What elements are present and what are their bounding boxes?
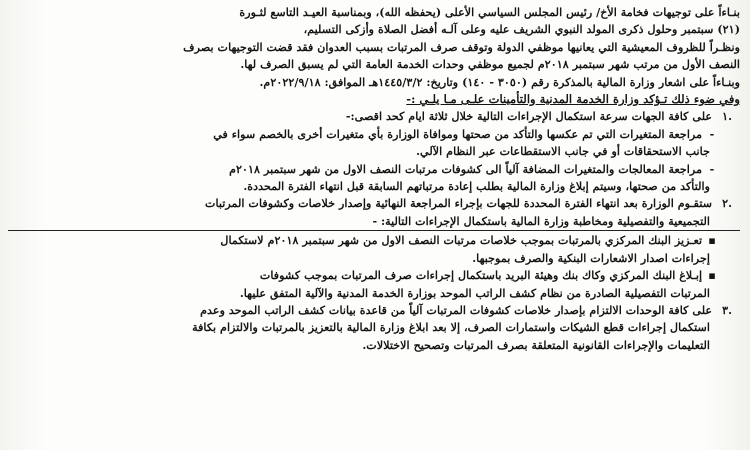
item-3-line-3: التعليمات والإجراءات القانونية المتعلقة بصرف المرتبات وتصحيح الاختلالات. (362, 337, 710, 352)
item-2-bullet-2-line-1 (8, 267, 740, 284)
item-2-line-1 (8, 195, 740, 212)
section-heading: وفي ضوء ذلك تـؤكد وزارة الخدمة المدنية والتأمينات علـى مـا يلـي :- (406, 92, 740, 107)
item-2-bullet-1-line-1 (8, 232, 740, 249)
item-3-line-2: استكمال إجراءات قطع الشيكات واستمارات الصرف، إلا بعد ابلاغ وزارة المالية بالتعزيز بالمرتبات والالتزام بكافة (192, 320, 710, 335)
item-1-bullet-1-text: مراجعة المتغيرات التي تم عكسها والتأكد من صحتها وموافاة الوزارة بأي متغيرات أخرى بالخصم سواء في (213, 126, 703, 141)
item-2-bullet-1-text: تعـزيز البنك المركزي بالمرتبات بموجب خلاصات مرتبات النصف الاول من شهر سبتمبر ٢٠١٨م لاستكمال (220, 233, 703, 248)
item-3-line-1 (8, 302, 740, 319)
item-1-bullet-2-line-2: والتأكد من صحتها، وسيتم إبلاغ وزارة المالية بطلب إعادة مرتباتهم السابقة قبل انتهاء الفترة المحددة. (243, 179, 710, 194)
intro-line-3: ونظـراً للظروف المعيشية التي يعانيها موظفي الدولة وتوقف صرف المرتبات بسبب العدوان فقد قضت التوجيهات بصرف (183, 39, 740, 54)
item-1-bullet-1-line-1 (8, 126, 740, 143)
intro-line-1: بنـاءاً على توجيهات فخامة الأخ/ رئيس المجلس السياسي الأعلى (يحفظه الله)، وبمناسبة العيـد التاسع لثـورة (239, 5, 740, 19)
item-1-bullet-1-line-2: جانب الاستحقاقات أو في جانب الاستقطاعات عبر النظام الآلي. (416, 144, 710, 159)
item-1-number: .١ (722, 109, 732, 124)
item-2-bullet-2-text: إبـلاغ البنك المركزي وكاك بنك وهيئة البريد باستكمال إجراءات صرف المرتبات بموجب كشوفات (259, 268, 703, 283)
bullet-dot: ▪ (708, 268, 716, 283)
item-2-text: ستقـوم الوزارة بعد انتهاء الفترة المحددة للجهات بإجراء المراجعة النهائية وإصدار خلاصات وكشوفات المرتبات (204, 196, 713, 211)
intro-line-4: النصف الأول من مرتب شهر سبتمبر ٢٠١٨م لجميع موظفي وحدات الخدمة العامة التي لم يسبق الصرف لها. (240, 57, 740, 72)
reference-line: وبنـاءاً على اشعار وزارة المالية بالمذكرة رقم (٣٠٥٠ - ١٤٠) وتاريخ: ١٤٤٥/٣/٢هـ الموافق: ٢٠٢٢/٩/١٨م. (259, 74, 740, 89)
item-1-bullet-2-text: مراجعة المعالجات والمتغيرات المضافة آلياً الى كشوفات مرتبات النصف الاول من شهر سبتمبر ٢٠١٨م (229, 161, 703, 176)
bullet-marker: - (709, 161, 715, 176)
intro-line-2: (٢١) سبتمبر وحلول ذكرى المولد النبوي الشريف عليه وعلى آلـه أفضل الصلاة وأزكى التسليم، (303, 22, 740, 37)
item-3-text: على كافة الوحدات الالتزام بإصدار خلاصات كشوفات المرتبات آلياً من قاعدة بيانات كشف الراتب الموحد وعدم (200, 302, 713, 317)
bullet-marker: - (709, 126, 715, 141)
bullet-dot: ▪ (708, 233, 716, 248)
item-2-bullet-2-line-2: المرتبات التفصيلية الصادرة من نظام كشف الراتب الموحد بوزارة الخدمة المدنية والآلية المتفق عليها. (239, 285, 710, 300)
item-1-text: على كافة الجهات سرعة استكمال الإجراءات التالية خلال ثلاثة ايام كحد اقصى:- (345, 109, 713, 124)
item-1-line-1 (8, 108, 740, 125)
item-3-number: .٣ (722, 302, 732, 317)
item-2-bullet-1-line-2: إجراءات اصدار الاشعارات البنكية والصرف بموجبها. (472, 250, 710, 265)
item-2-line-2: التجميعية والتفصيلية ومخاطبة وزارة المالية باستكمال الإجراءات التالية: - (8, 213, 740, 231)
item-2-number: .٢ (722, 196, 732, 211)
item-1-bullet-2-line-1 (8, 161, 740, 178)
